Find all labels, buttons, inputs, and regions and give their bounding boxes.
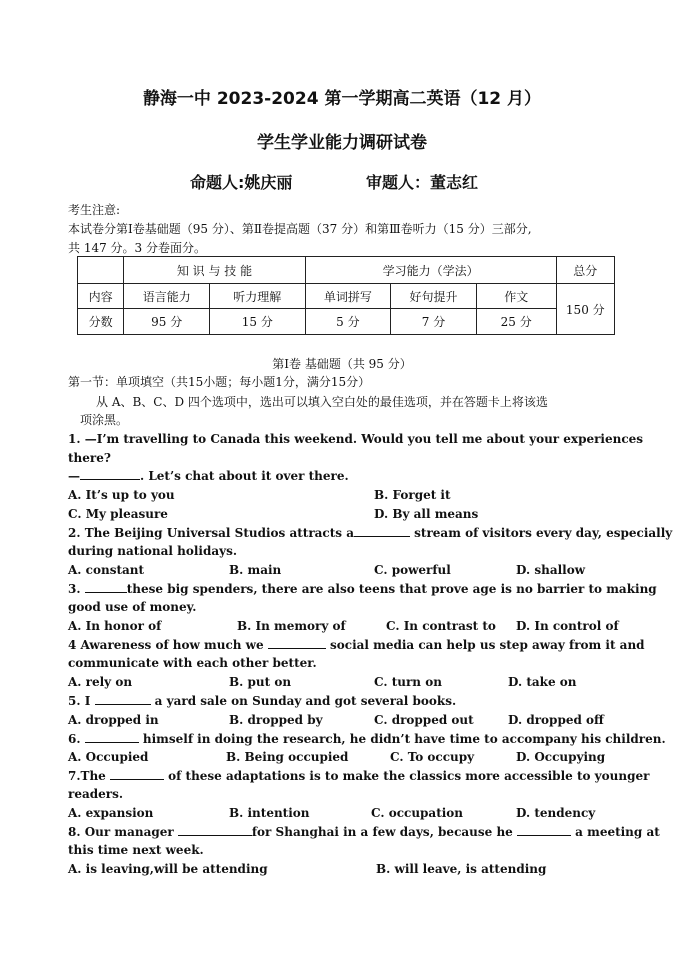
question-1-line-2: there?: [68, 451, 111, 465]
reviewer-name: 审题人：董志红: [366, 173, 479, 192]
question-3-line-1: 3. these big spenders, there are also teens that prove age is no barrier to making: [68, 582, 657, 596]
question-1-line-1: 1. —I’m travelling to Canada this weekend. Would you tell me about your experiences: [68, 432, 644, 446]
question-2-line-2: during national holidays.: [68, 544, 238, 558]
question-3-option-a: A. In honor of: [68, 619, 162, 633]
answer-blank: [268, 637, 326, 649]
question-4-option-b: B. put on: [229, 675, 292, 689]
instruction-line-1: 从 A、B、C、D 四个选项中，选出可以填入空白处的最佳选项，并在答题卡上将该选: [96, 395, 548, 409]
question-2-option-b: B. main: [229, 563, 282, 577]
question-8-line-1: 8. Our manager for Shanghai in a few days, because he a meeting at: [68, 825, 660, 839]
table-col-name: 好句提升: [391, 284, 477, 309]
question-2-option-d: D. shallow: [516, 563, 586, 577]
notice-label: 考生注意:: [68, 203, 121, 217]
table-total-header: 总分: [556, 257, 614, 284]
question-7-option-a: A. expansion: [68, 806, 154, 820]
question-2-line-1: 2. The Beijing Universal Studios attracts a stream of visitors every day, especially: [68, 526, 673, 540]
table-col-score: 15 分: [210, 309, 306, 335]
table-col-score: 25 分: [476, 309, 556, 335]
question-4-option-d: D. take on: [508, 675, 577, 689]
question-1-option-a: A. It’s up to you: [68, 488, 175, 502]
question-6-option-b: B. Being occupied: [226, 750, 349, 764]
question-3-option-d: D. In control of: [516, 619, 619, 633]
table-col-score: 5 分: [305, 309, 391, 335]
question-5-option-d: D. dropped off: [508, 713, 604, 727]
table-col-name: 语言能力: [124, 284, 210, 309]
question-4-option-a: A. rely on: [68, 675, 133, 689]
question-4-line-2: communicate with each other better.: [68, 656, 317, 670]
question-1-option-b: B. Forget it: [374, 488, 451, 502]
question-5-option-c: C. dropped out: [374, 713, 474, 727]
question-6-option-c: C. To occupy: [390, 750, 475, 764]
answer-blank: [517, 824, 571, 836]
exam-subtitle: 学生学业能力调研试卷: [257, 133, 427, 153]
question-6-option-a: A. Occupied: [68, 750, 149, 764]
question-7-option-d: D. tendency: [516, 806, 596, 820]
exam-title: 静海一中 2023-2024 第一学期高二英语（12 月）: [142, 89, 542, 109]
table-total-value: 150 分: [556, 284, 614, 335]
question-8-option-a: A. is leaving,will be attending: [68, 862, 268, 876]
answer-blank: [110, 768, 164, 780]
question-7-option-c: C. occupation: [371, 806, 464, 820]
question-2-option-a: A. constant: [68, 563, 145, 577]
answer-blank: [85, 581, 127, 593]
part-heading: 第一节：单项填空（共15小题；每小题1分，满分15分）: [68, 375, 371, 389]
table-col-name: 听力理解: [210, 284, 306, 309]
table-col-score: 95 分: [124, 309, 210, 335]
question-8-line-2: this time next week.: [68, 843, 204, 857]
question-7-line-2: readers.: [68, 787, 124, 801]
question-3-option-c: C. In contrast to: [386, 619, 496, 633]
question-4-line-1: 4 Awareness of how much we social media can help us step away from it and: [68, 638, 645, 652]
table-col-name: 作文: [476, 284, 556, 309]
notice-line-2: 共 147 分。3 分卷面分。: [68, 241, 206, 255]
question-5-option-b: B. dropped by: [229, 713, 323, 727]
table-col-name: 单词拼写: [305, 284, 391, 309]
table-row-label-score: 分数: [78, 309, 124, 335]
question-3-option-b: B. In memory of: [237, 619, 346, 633]
notice-line-1: 本试卷分第Ⅰ卷基础题（95 分）、第Ⅱ卷提高题（37 分）和第Ⅲ卷听力（15 分）三部分,: [68, 222, 532, 236]
table-group-knowledge: 知 识 与 技 能: [124, 257, 305, 284]
answer-blank: [354, 525, 410, 537]
answer-blank: [80, 468, 140, 480]
question-5-option-a: A. dropped in: [68, 713, 159, 727]
question-1-line-3: — . Let’s chat about it over there.: [68, 469, 349, 483]
table-group-learning: 学习能力（学法）: [305, 257, 556, 284]
question-7-line-1: 7.The of these adaptations is to make the classics more accessible to younger: [68, 769, 650, 783]
question-1-option-c: C. My pleasure: [68, 507, 168, 521]
question-4-option-c: C. turn on: [374, 675, 442, 689]
question-5-line-1: 5. I a yard sale on Sunday and got several books.: [68, 694, 457, 708]
table-row-label-content: 内容: [78, 284, 124, 309]
answer-blank: [85, 731, 139, 743]
answer-blank: [95, 693, 151, 705]
question-1-option-d: D. By all means: [374, 507, 479, 521]
question-6-line-1: 6. himself in doing the research, he didn’t have time to accompany his children.: [68, 732, 666, 746]
answer-blank: [178, 824, 252, 836]
question-6-option-d: D. Occupying: [516, 750, 606, 764]
question-2-option-c: C. powerful: [374, 563, 451, 577]
question-7-option-b: B. intention: [229, 806, 310, 820]
score-table: [77, 256, 615, 335]
question-3-line-2: good use of money.: [68, 600, 197, 614]
table-corner-cell: [78, 257, 124, 284]
question-8-option-b: B. will leave, is attending: [376, 862, 547, 876]
setter-name: 命题人:姚庆丽: [190, 173, 293, 192]
table-col-score: 7 分: [391, 309, 477, 335]
section-title: 第Ⅰ卷 基础题（共 95 分）: [272, 357, 412, 371]
instruction-line-2: 项涂黑。: [80, 413, 129, 427]
